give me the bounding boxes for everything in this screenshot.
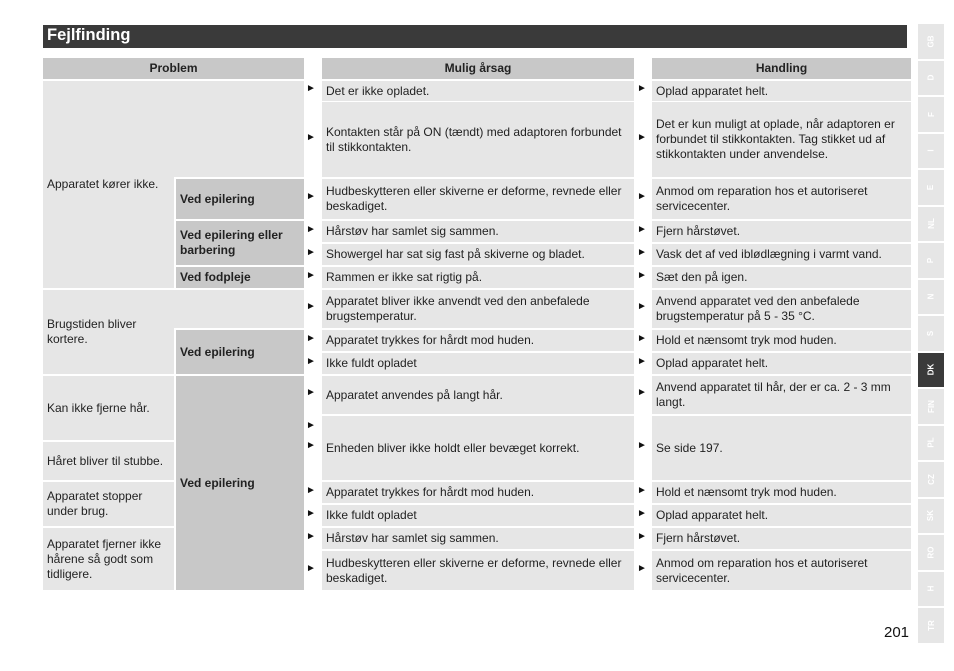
page-number: 201 <box>884 624 910 641</box>
cause-cell: Rammen er ikke sat rigtig på. <box>322 267 634 288</box>
language-tab-label: SK <box>926 510 936 522</box>
action-arrow-icon: ► <box>637 246 647 258</box>
section-title-bar <box>43 25 907 48</box>
mode-cell: Ved fodpleje <box>176 267 304 288</box>
language-tab-ro[interactable] <box>918 535 944 570</box>
language-tab-cz[interactable] <box>918 462 944 497</box>
cause-arrow-icon: ► <box>306 269 316 281</box>
cause-arrow-icon: ► <box>306 246 316 258</box>
language-tab-label: GB <box>926 35 936 48</box>
cause-arrow-icon: ► <box>306 355 316 367</box>
action-arrow-icon: ► <box>637 269 647 281</box>
action-cell: Vask det af ved iblødlægning i varmt vand. <box>652 244 911 265</box>
problem-cell-blank <box>174 81 304 177</box>
action-cell: Anvend apparatet til hår, der er ca. 2 - 3 mm langt. <box>652 376 911 414</box>
cause-arrow-icon: ► <box>306 332 316 344</box>
language-tab-label: D <box>926 74 936 81</box>
action-cell: Se side 197. <box>652 416 911 480</box>
language-tab-label: DK <box>926 363 936 376</box>
language-tab-label: F <box>926 111 936 117</box>
problem-cell: Apparatet fjerner ikke hårene så godt som tidligere. <box>43 528 174 590</box>
problem-cell-blank <box>174 290 304 328</box>
language-tab-label: TR <box>926 619 936 631</box>
language-tab-pl[interactable] <box>918 426 944 461</box>
action-cell: Oplad apparatet helt. <box>652 505 911 526</box>
action-arrow-icon: ► <box>637 332 647 344</box>
cause-cell: Hårstøv har samlet sig sammen. <box>322 221 634 242</box>
action-cell: Oplad apparatet helt. <box>652 353 911 374</box>
mode-cell: Ved epilering <box>176 179 304 219</box>
action-arrow-icon: ► <box>637 562 647 574</box>
language-tab-h[interactable] <box>918 572 944 607</box>
mode-cell: Ved epilering <box>176 376 304 590</box>
cause-cell: Apparatet trykkes for hårdt mod huden. <box>322 330 634 351</box>
action-arrow-icon: ► <box>637 387 647 398</box>
language-tab-label: I <box>926 149 936 152</box>
cause-arrow-icon: ► <box>306 420 316 431</box>
action-arrow-icon: ► <box>637 484 647 496</box>
cause-cell: Det er ikke opladet. <box>322 81 634 101</box>
cause-arrow-icon: ► <box>306 484 316 496</box>
cause-arrow-icon: ► <box>306 387 316 398</box>
action-cell: Anmod om reparation hos et autoriseret servicecenter. <box>652 551 911 590</box>
action-cell: Anmod om reparation hos et autoriseret servicecenter. <box>652 179 911 219</box>
language-tab-s[interactable] <box>918 316 944 351</box>
mode-cell: Ved epilering <box>176 330 304 374</box>
action-arrow-icon: ► <box>637 83 647 94</box>
action-arrow-icon: ► <box>637 530 647 542</box>
action-arrow-icon: ► <box>637 191 647 202</box>
language-tab-label: N <box>926 293 936 300</box>
language-tab-label: CZ <box>926 473 936 485</box>
cause-cell: Showergel har sat sig fast på skiverne og bladet. <box>322 244 634 265</box>
language-tab-e[interactable] <box>918 170 944 205</box>
cause-cell: Ikke fuldt opladet <box>322 505 634 526</box>
cause-arrow-icon: ► <box>306 562 316 574</box>
language-tab-label: P <box>926 257 936 263</box>
cause-arrow-icon: ► <box>306 191 316 202</box>
cause-arrow-icon: ► <box>306 301 316 312</box>
language-tab-label: E <box>926 184 936 190</box>
cause-arrow-icon: ► <box>306 131 316 143</box>
language-tab-d[interactable] <box>918 61 944 96</box>
cause-cell: Hårstøv har samlet sig sammen. <box>322 528 634 549</box>
action-cell: Oplad apparatet helt. <box>652 81 911 101</box>
cause-arrow-icon: ► <box>306 507 316 519</box>
cause-cell: Apparatet anvendes på langt hår. <box>322 376 634 414</box>
language-tab-label: S <box>926 330 936 336</box>
cause-cell: Hudbeskytteren eller skiverne er deforme, revnede eller beskadiget. <box>322 179 634 219</box>
language-tab-f[interactable] <box>918 97 944 132</box>
language-tab-sk[interactable] <box>918 499 944 534</box>
header-problem: Problem <box>43 58 304 79</box>
action-arrow-icon: ► <box>637 440 647 451</box>
cause-cell: Ikke fuldt opladet <box>322 353 634 374</box>
language-tab-nl[interactable] <box>918 207 944 242</box>
cause-cell: Kontakten står på ON (tændt) med adaptoren forbundet til stikkontakten. <box>322 102 634 177</box>
action-cell: Anvend apparatet ved den anbefalede brugstemperatur på 5 - 35 °C. <box>652 290 911 328</box>
language-tab-label: PL <box>926 437 936 448</box>
language-tab-label: NL <box>926 218 936 230</box>
cause-cell: Apparatet bliver ikke anvendt ved den anbefalede brugstemperatur. <box>322 290 634 328</box>
language-tab-i[interactable] <box>918 134 944 169</box>
section-title: Fejlfinding <box>47 26 131 44</box>
problem-cell: Brugstiden bliver kortere. <box>43 290 174 374</box>
problem-cell: Kan ikke fjerne hår. <box>43 376 174 440</box>
language-tab-dk[interactable] <box>918 353 944 388</box>
cause-cell: Hudbeskytteren eller skiverne er deforme, revnede eller beskadiget. <box>322 551 634 590</box>
cause-cell: Apparatet trykkes for hårdt mod huden. <box>322 482 634 503</box>
problem-cell: Håret bliver til stubbe. <box>43 442 174 480</box>
mode-cell: Ved epilering eller barbering <box>176 221 304 265</box>
header-action: Handling <box>652 58 911 79</box>
action-cell: Det er kun muligt at oplade, når adaptoren er forbundet til stikkontakten. Tag stikket ud af stikkontakten under anvendelse. <box>652 102 911 177</box>
action-cell: Hold et nænsomt tryk mod huden. <box>652 330 911 351</box>
language-tab-n[interactable] <box>918 280 944 315</box>
action-arrow-icon: ► <box>637 301 647 312</box>
language-tab-label: FIN <box>926 399 936 413</box>
language-tab-tr[interactable] <box>918 608 944 643</box>
action-arrow-icon: ► <box>637 223 647 235</box>
cause-arrow-icon: ► <box>306 223 316 235</box>
cause-arrow-icon: ► <box>306 83 316 94</box>
language-tab-gb[interactable] <box>918 24 944 59</box>
action-cell: Hold et nænsomt tryk mod huden. <box>652 482 911 503</box>
header-cause: Mulig årsag <box>322 58 634 79</box>
cause-cell: Enheden bliver ikke holdt eller bevæget korrekt. <box>322 416 634 480</box>
action-arrow-icon: ► <box>637 355 647 367</box>
language-tab-p[interactable] <box>918 243 944 278</box>
action-arrow-icon: ► <box>637 507 647 519</box>
language-tab-fin[interactable] <box>918 389 944 424</box>
problem-cell: Apparatet stopper under brug. <box>43 482 174 526</box>
action-arrow-icon: ► <box>637 131 647 143</box>
action-cell: Sæt den på igen. <box>652 267 911 288</box>
cause-arrow-icon: ► <box>306 440 316 451</box>
action-cell: Fjern hårstøvet. <box>652 528 911 549</box>
cause-arrow-icon: ► <box>306 530 316 542</box>
language-tab-label: RO <box>926 546 936 559</box>
language-tab-label: H <box>926 585 936 592</box>
problem-cell: Apparatet kører ikke. <box>43 81 174 288</box>
action-cell: Fjern hårstøvet. <box>652 221 911 242</box>
